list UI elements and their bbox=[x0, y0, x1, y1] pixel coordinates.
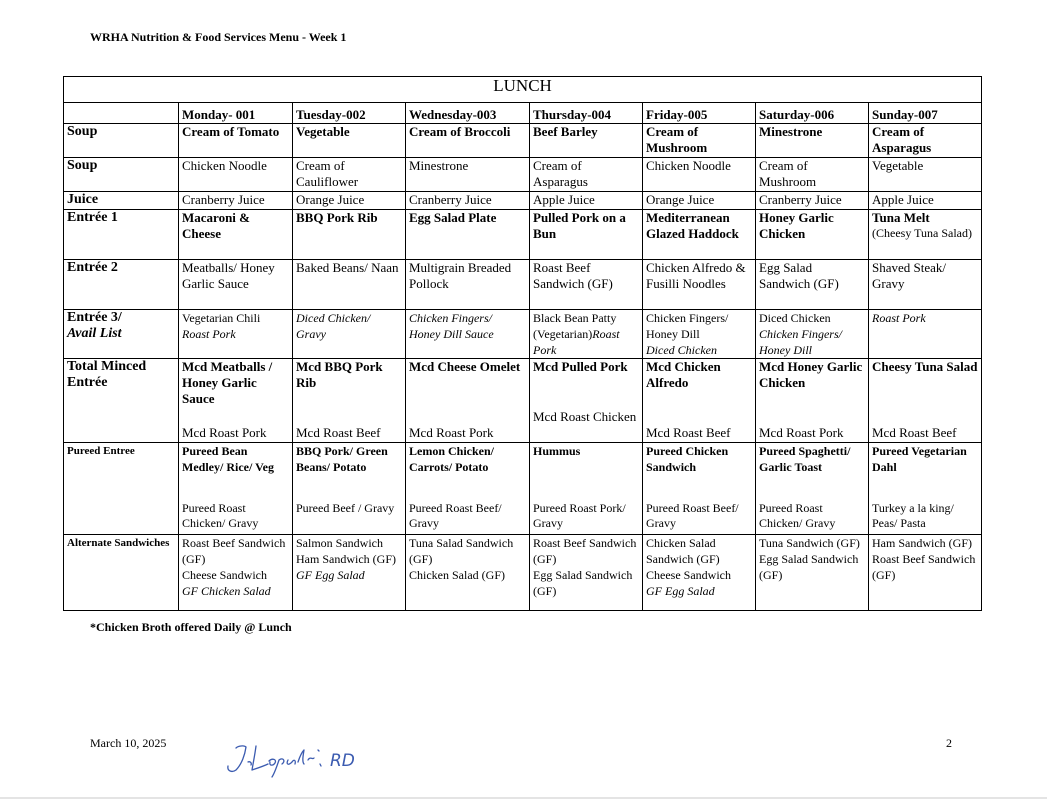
meal-header-row bbox=[64, 77, 982, 103]
menu-cell bbox=[530, 359, 643, 443]
menu-cell: Orange Juice bbox=[293, 192, 406, 210]
menu-item: GF Egg Salad bbox=[296, 568, 365, 582]
menu-cell bbox=[179, 359, 293, 443]
document-title: WRHA Nutrition & Food Services Menu - Week 1 bbox=[90, 30, 347, 44]
menu-item: Mcd Roast Beef bbox=[296, 425, 381, 440]
signature-credential: RD bbox=[330, 751, 355, 771]
menu-item: Roast Beef Sandwich (GF) bbox=[872, 552, 976, 582]
menu-cell: Roast Pork bbox=[869, 310, 982, 359]
menu-cell: Cream of Mushroom bbox=[756, 158, 869, 192]
menu-item: Mcd Roast Beef bbox=[646, 425, 731, 440]
menu-item: Turkey a la king/ Peas/ Pasta bbox=[872, 501, 954, 530]
menu-cell: Cream of Tomato bbox=[179, 124, 293, 158]
menu-item: Roast Beef Sandwich (GF) bbox=[182, 536, 286, 566]
menu-cell bbox=[869, 443, 982, 535]
menu-cell bbox=[530, 310, 643, 359]
menu-cell: Macaroni & Cheese bbox=[179, 210, 293, 260]
menu-cell bbox=[643, 443, 756, 535]
entree-3-row bbox=[64, 310, 982, 359]
menu-cell bbox=[406, 535, 530, 611]
menu-item: Egg Salad Sandwich (GF) bbox=[533, 568, 633, 598]
menu-cell: Vegetable bbox=[293, 124, 406, 158]
menu-item: GF Egg Salad bbox=[646, 584, 715, 598]
menu-cell: Shaved Steak/ Gravy bbox=[869, 260, 982, 310]
menu-cell bbox=[293, 535, 406, 611]
menu-item: Salmon Sandwich bbox=[296, 536, 383, 550]
lunch-menu-table bbox=[63, 76, 982, 611]
soup-row-2 bbox=[64, 158, 982, 192]
menu-item: Vegetarian Chili bbox=[182, 311, 261, 325]
menu-cell bbox=[756, 443, 869, 535]
row-label: Soup bbox=[64, 124, 179, 158]
menu-item: Roast Pork bbox=[182, 327, 236, 341]
row-label: Entrée 1 bbox=[64, 210, 179, 260]
menu-cell: Chicken Alfredo & Fusilli Noodles bbox=[643, 260, 756, 310]
menu-item: Ham Sandwich (GF) bbox=[296, 552, 396, 566]
menu-cell: Cream of Asparagus bbox=[869, 124, 982, 158]
menu-cell bbox=[530, 443, 643, 535]
menu-cell bbox=[406, 359, 530, 443]
menu-cell: Egg Salad Plate bbox=[406, 210, 530, 260]
row-label bbox=[64, 310, 179, 359]
pureed-entree-row bbox=[64, 443, 982, 535]
menu-item: Pureed Roast Chicken/ Gravy bbox=[182, 501, 259, 530]
menu-item: Mcd Roast Beef bbox=[872, 425, 957, 440]
menu-item: Cheesy Tuna Salad bbox=[872, 359, 978, 374]
menu-item: Pureed Bean Medley/ Rice/ Veg bbox=[182, 444, 274, 474]
menu-item: Cheese Sandwich bbox=[646, 568, 731, 582]
menu-cell: Cream of Broccoli bbox=[406, 124, 530, 158]
menu-cell: Chicken Noodle bbox=[643, 158, 756, 192]
menu-cell: Diced Chicken/ Gravy bbox=[293, 310, 406, 359]
menu-cell: Egg Salad Sandwich (GF) bbox=[756, 260, 869, 310]
menu-cell: Roast Beef Sandwich (GF) bbox=[530, 260, 643, 310]
row-label-line: Avail List bbox=[67, 326, 122, 341]
meal-title: LUNCH bbox=[64, 77, 982, 103]
menu-item: Pureed Roast Chicken/ Gravy bbox=[759, 501, 836, 530]
day-header: Friday-005 bbox=[643, 103, 756, 124]
menu-cell: Cream of Asparagus bbox=[530, 158, 643, 192]
menu-item: GF Chicken Salad bbox=[182, 584, 271, 598]
menu-item: Ham Sandwich (GF) bbox=[872, 536, 972, 550]
menu-cell bbox=[643, 359, 756, 443]
menu-cell: Cranberry Juice bbox=[179, 192, 293, 210]
menu-item: Chicken Fingers/ Honey Dill bbox=[646, 311, 729, 341]
menu-cell: Multigrain Breaded Pollock bbox=[406, 260, 530, 310]
juice-row bbox=[64, 192, 982, 210]
row-label: Pureed Entree bbox=[64, 443, 179, 535]
row-label: Soup bbox=[64, 158, 179, 192]
menu-item: Cheese Sandwich bbox=[182, 568, 267, 582]
menu-cell bbox=[179, 443, 293, 535]
menu-item: Egg Salad Sandwich (GF) bbox=[759, 552, 859, 582]
menu-item: Roast Pork bbox=[533, 327, 620, 357]
menu-cell bbox=[179, 535, 293, 611]
menu-item: Pureed Vegetarian Dahl bbox=[872, 444, 967, 474]
alternate-sandwiches-row bbox=[64, 535, 982, 611]
menu-cell bbox=[756, 310, 869, 359]
menu-item: Hummus bbox=[533, 444, 581, 458]
entree-note: (Cheesy Tuna Salad) bbox=[872, 226, 972, 240]
menu-item: Pureed Roast Beef/ Gravy bbox=[409, 501, 502, 530]
menu-item: Chicken Salad (GF) bbox=[409, 568, 505, 582]
day-header: Sunday-007 bbox=[869, 103, 982, 124]
menu-cell: Honey Garlic Chicken bbox=[756, 210, 869, 260]
menu-item: Tuna Sandwich (GF) bbox=[759, 536, 860, 550]
menu-cell: Vegetable bbox=[869, 158, 982, 192]
menu-item: Mcd Roast Chicken bbox=[533, 409, 637, 424]
day-header: Wednesday-003 bbox=[406, 103, 530, 124]
menu-cell: Minestrone bbox=[406, 158, 530, 192]
menu-cell: Apple Juice bbox=[530, 192, 643, 210]
entree-name: Tuna Melt bbox=[872, 210, 930, 225]
corner-cell bbox=[64, 103, 179, 124]
row-label: Total Minced Entrée bbox=[64, 359, 179, 443]
row-label: Entrée 2 bbox=[64, 260, 179, 310]
menu-item: Mcd Meatballs / Honey Garlic Sauce bbox=[182, 359, 273, 406]
menu-cell: Minestrone bbox=[756, 124, 869, 158]
day-header: Saturday-006 bbox=[756, 103, 869, 124]
menu-item: Mcd Cheese Omelet bbox=[409, 359, 521, 374]
page-bottom-edge bbox=[0, 797, 1047, 799]
document-date: March 10, 2025 bbox=[90, 736, 167, 750]
menu-cell bbox=[406, 443, 530, 535]
menu-cell bbox=[869, 359, 982, 443]
menu-item: Pureed Chicken Sandwich bbox=[646, 444, 729, 474]
day-header: Tuesday-002 bbox=[293, 103, 406, 124]
menu-cell bbox=[179, 310, 293, 359]
day-header-row bbox=[64, 103, 982, 124]
menu-item: Pureed Spaghetti/ Garlic Toast bbox=[759, 444, 851, 474]
soup-row-1 bbox=[64, 124, 982, 158]
menu-item: Chicken Fingers/ Honey Dill bbox=[759, 327, 842, 357]
menu-cell: Mediterranean Glazed Haddock bbox=[643, 210, 756, 260]
menu-cell bbox=[869, 210, 982, 260]
row-label-line: Entrée 3/ bbox=[67, 310, 122, 325]
menu-item: Mcd Honey Garlic Chicken bbox=[759, 359, 863, 390]
menu-cell: Orange Juice bbox=[643, 192, 756, 210]
menu-cell: Chicken Noodle bbox=[179, 158, 293, 192]
menu-item: Diced Chicken bbox=[759, 311, 831, 325]
menu-cell: Baked Beans/ Naan bbox=[293, 260, 406, 310]
menu-item: Tuna Salad Sandwich (GF) bbox=[409, 536, 514, 566]
menu-cell: Meatballs/ Honey Garlic Sauce bbox=[179, 260, 293, 310]
menu-item: Diced Chicken bbox=[646, 343, 717, 357]
menu-cell: Chicken Fingers/ Honey Dill Sauce bbox=[406, 310, 530, 359]
menu-item: BBQ Pork/ Green Beans/ Potato bbox=[296, 444, 388, 474]
menu-item: Lemon Chicken/ Carrots/ Potato bbox=[409, 444, 495, 474]
menu-cell bbox=[756, 535, 869, 611]
menu-cell: Cranberry Juice bbox=[756, 192, 869, 210]
signature-image bbox=[222, 742, 372, 778]
menu-item: Mcd Roast Pork bbox=[759, 425, 844, 440]
menu-item: Pureed Beef / Gravy bbox=[296, 501, 395, 515]
menu-item: Chicken Salad Sandwich (GF) bbox=[646, 536, 720, 566]
minced-entree-row bbox=[64, 359, 982, 443]
menu-cell bbox=[756, 359, 869, 443]
menu-cell: Pulled Pork on a Bun bbox=[530, 210, 643, 260]
menu-cell: Cream of Mushroom bbox=[643, 124, 756, 158]
entree-1-row bbox=[64, 210, 982, 260]
menu-item: Mcd BBQ Pork Rib bbox=[296, 359, 383, 390]
row-label: Alternate Sandwiches bbox=[64, 535, 179, 611]
menu-item: Mcd Roast Pork bbox=[409, 425, 494, 440]
menu-item: Mcd Pulled Pork bbox=[533, 359, 628, 374]
menu-cell: Cranberry Juice bbox=[406, 192, 530, 210]
day-header: Thursday-004 bbox=[530, 103, 643, 124]
menu-item: Mcd Roast Pork bbox=[182, 425, 267, 440]
menu-cell: Cream of Cauliflower bbox=[293, 158, 406, 192]
row-label: Juice bbox=[64, 192, 179, 210]
menu-item: Mcd Chicken Alfredo bbox=[646, 359, 721, 390]
menu-cell: BBQ Pork Rib bbox=[293, 210, 406, 260]
footnote: *Chicken Broth offered Daily @ Lunch bbox=[90, 620, 292, 634]
entree-2-row bbox=[64, 260, 982, 310]
menu-cell: Beef Barley bbox=[530, 124, 643, 158]
menu-cell bbox=[293, 359, 406, 443]
menu-cell bbox=[643, 535, 756, 611]
menu-item: Roast Beef Sandwich (GF) bbox=[533, 536, 637, 566]
menu-cell bbox=[530, 535, 643, 611]
menu-cell: Apple Juice bbox=[869, 192, 982, 210]
menu-cell bbox=[643, 310, 756, 359]
menu-cell bbox=[869, 535, 982, 611]
menu-item: Black Bean Patty (Vegetarian) bbox=[533, 311, 617, 341]
menu-item: Pureed Roast Beef/ Gravy bbox=[646, 501, 739, 530]
day-header: Monday- 001 bbox=[179, 103, 293, 124]
menu-cell bbox=[293, 443, 406, 535]
page-number: 2 bbox=[946, 736, 952, 750]
menu-item: Pureed Roast Pork/ Gravy bbox=[533, 501, 626, 530]
